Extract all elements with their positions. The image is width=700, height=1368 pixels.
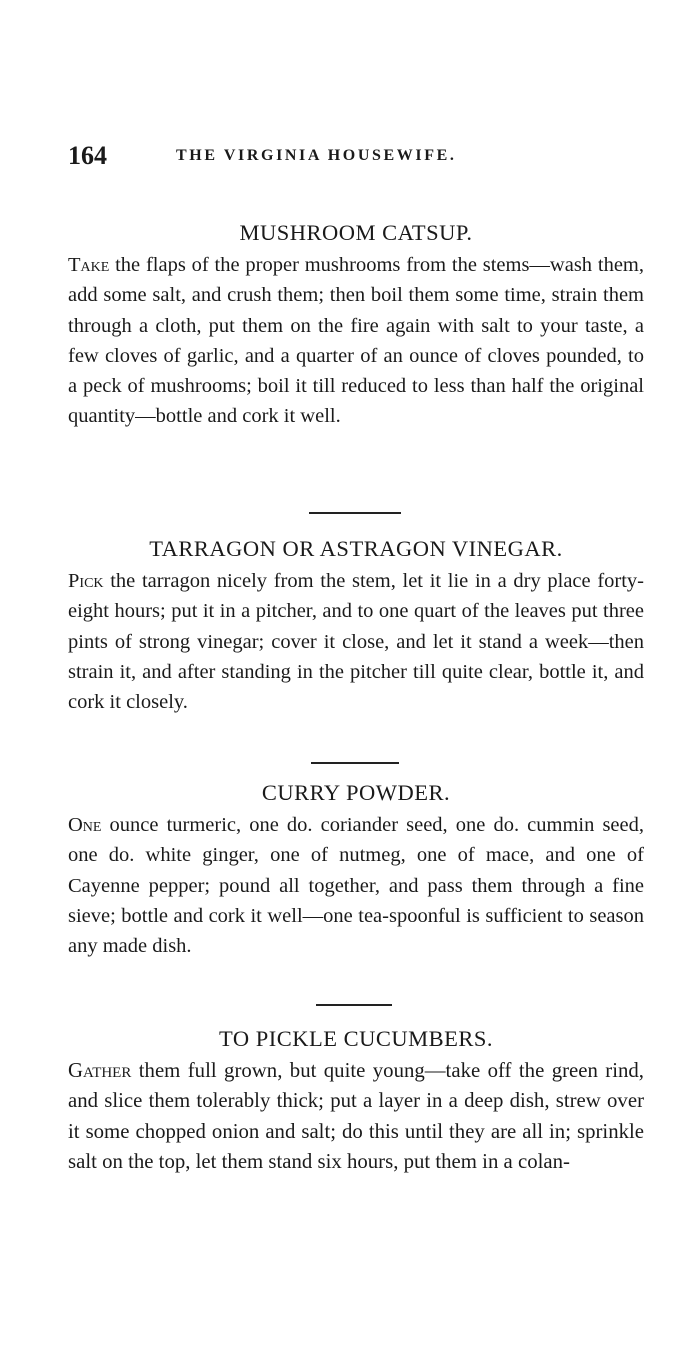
recipe-pickle-cucumbers <box>68 1024 644 1177</box>
recipe-first-word: Gather <box>68 1059 132 1082</box>
recipe-body <box>68 810 644 961</box>
recipe-title: MUSHROOM CATSUP. <box>239 220 473 245</box>
section-divider <box>311 762 399 764</box>
recipe-body-text: the flaps of the proper mushrooms from the stems—wash them, add some salt, and crush them; then boil them some time, strain them through a cloth, put them on the fire again with salt to your taste, a few cloves of garlic, and a quarter of an ounce of cloves pounded, to a peck of mushrooms; boil it till reduced to less than half the original quantity—bottle and cork it well. <box>68 254 644 428</box>
recipe-mushroom-catsup <box>68 218 644 432</box>
recipe-body-text: the tarragon nicely from the stem, let it lie in a dry place forty-eight hours; put it in a pitcher, and to one quart of the leaves put three pints of strong vinegar; cover it close, and let it stand a week—then strain it, and after standing in the pitcher till quite clear, bottle it, and cork it closely. <box>68 570 644 714</box>
recipe-first-word: Pick <box>68 570 104 592</box>
recipe-title: CURRY POWDER. <box>261 780 451 805</box>
recipe-body <box>68 566 644 717</box>
page-number: 164 <box>68 141 107 170</box>
recipe-first-word: One <box>68 814 102 836</box>
section-divider <box>316 1004 392 1006</box>
recipe-body <box>68 1056 644 1177</box>
recipe-body <box>68 250 644 432</box>
recipe-body-text: ounce turmeric, one do. coriander seed, one do. cummin seed, one do. white ginger, one of nutmeg, one of mace, and one of Cayenne pepper; pound all together, and pass them through a fine sieve; bottle and cork it well—one tea-spoonful is sufficient to season any made dish. <box>68 814 644 958</box>
recipe-title: TARRAGON OR ASTRAGON VINEGAR. <box>149 536 563 561</box>
recipe-first-word: Take <box>68 254 110 276</box>
recipe-tarragon-vinegar <box>68 534 644 717</box>
recipe-curry-powder <box>68 778 644 961</box>
recipe-body-text: them full grown, but quite young—take off the green rind, and slice them tolerably thick; put a layer in a deep dish, strew over it some chopped onion and salt; do this until they are all in; sprinkle salt on the top, let them stand six hours, put them in a colan- <box>68 1059 644 1173</box>
running-title: THE VIRGINIA HOUSEWIFE. <box>176 147 457 164</box>
recipe-title: TO PICKLE CUCUMBERS. <box>218 1026 493 1051</box>
section-divider <box>309 512 401 514</box>
running-head <box>68 140 633 172</box>
